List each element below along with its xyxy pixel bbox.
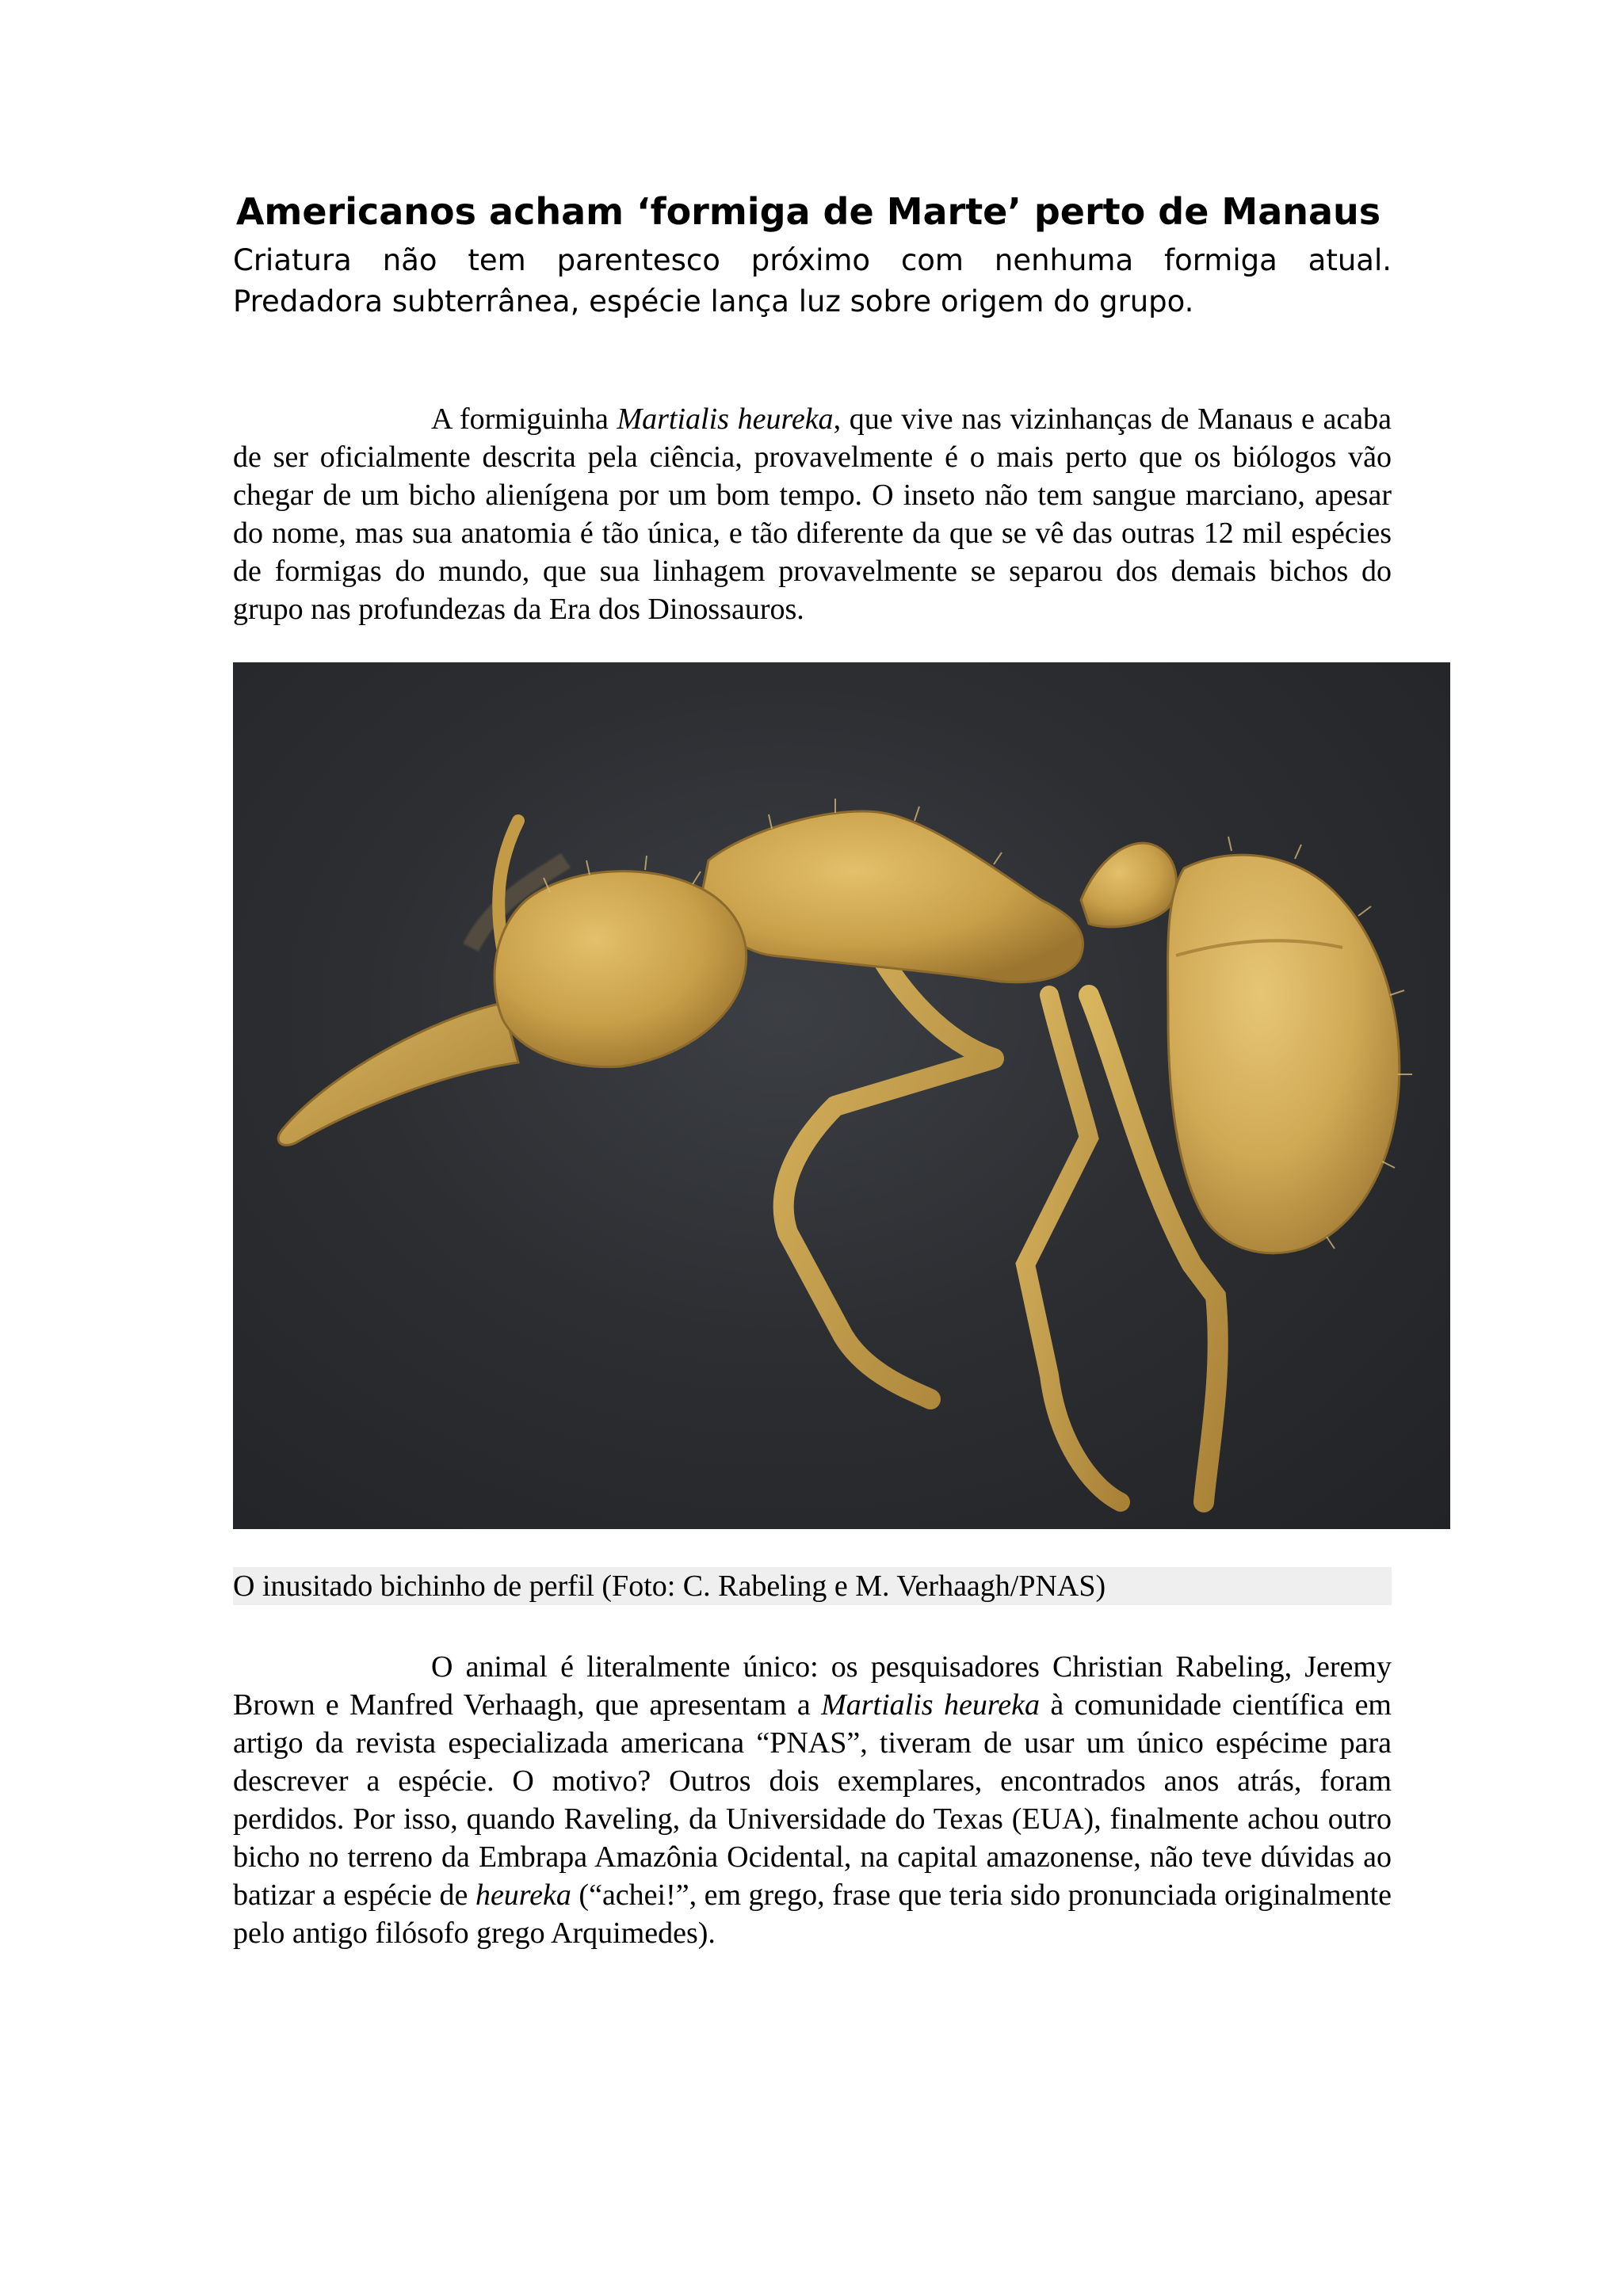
- species-name: Martialis heureka: [821, 1688, 1040, 1722]
- mandible: [278, 1003, 518, 1145]
- paragraph-2-part-3: (“achei!”, em grego, frase que teria sido pronunciada originalmente pelo antigo filósofo grego Arquimedes).: [233, 1878, 1392, 1950]
- ant-photo: [233, 662, 1450, 1529]
- front-leg: [784, 932, 994, 1399]
- paragraph-2-part-1: O animal é literalmente único: os pesquisadores Christian Rabeling, Jeremy Brown e Manfred Verhaagh, que apresentam a: [233, 1650, 1392, 1722]
- paragraph-1-intro: A formiguinha: [431, 402, 617, 436]
- head: [495, 871, 747, 1067]
- thorax: [701, 811, 1083, 982]
- article-title: Americanos acham ‘formiga de Marte’ perto de Manaus: [235, 190, 1381, 233]
- paragraph-2-part-2: à comunidade científica em artigo da revista especializada americana “PNAS”, tiveram de usar um único espécime para descrever a espécie. O motivo? Outros dois exemplares, encontrados anos atrás, foram perdidos. Por isso, quando Raveling, da Universidade do Texas (EUA), finalmente achou outro bicho no terreno da Embrapa Amazônia Ocidental, na capital amazonense, não teve dúvidas ao batizar a espécie de: [233, 1688, 1392, 1912]
- photo-caption: O inusitado bichinho de perfil (Foto: C. Rabeling e M. Verhaagh/PNAS): [233, 1567, 1392, 1605]
- article-subtitle: [233, 240, 1392, 322]
- gaster: [1168, 855, 1400, 1253]
- paragraph-1-body: , que vive nas vizinhanças de Manaus e acaba de ser oficialmente descrita pela ciência, provavelmente é o mais perto que os biólogos vão chegar de um bicho alienígena por um bom tempo. O inseto não tem sangue marciano, apesar do nome, mas sua anatomia é tão única, e tão diferente da que se vê das outras 12 mil espécies de formigas do mundo, que sua linhagem provavelmente se separou dos demais bichos do grupo nas profundezas da Era dos Dinossauros.: [233, 402, 1392, 626]
- ant-illustration: [233, 662, 1450, 1529]
- paragraph-2: [233, 1648, 1392, 1952]
- paragraph-1: [233, 400, 1392, 628]
- subtitle-line-2: Predadora subterrânea, espécie lança luz sobre origem do grupo.: [233, 284, 1194, 318]
- italic-word: heureka: [475, 1878, 571, 1912]
- petiole: [1081, 843, 1176, 927]
- species-name: Martialis heureka: [617, 402, 834, 436]
- subtitle-line-1: Criatura não tem parentesco próximo com nenhuma formiga atual.: [233, 243, 1392, 277]
